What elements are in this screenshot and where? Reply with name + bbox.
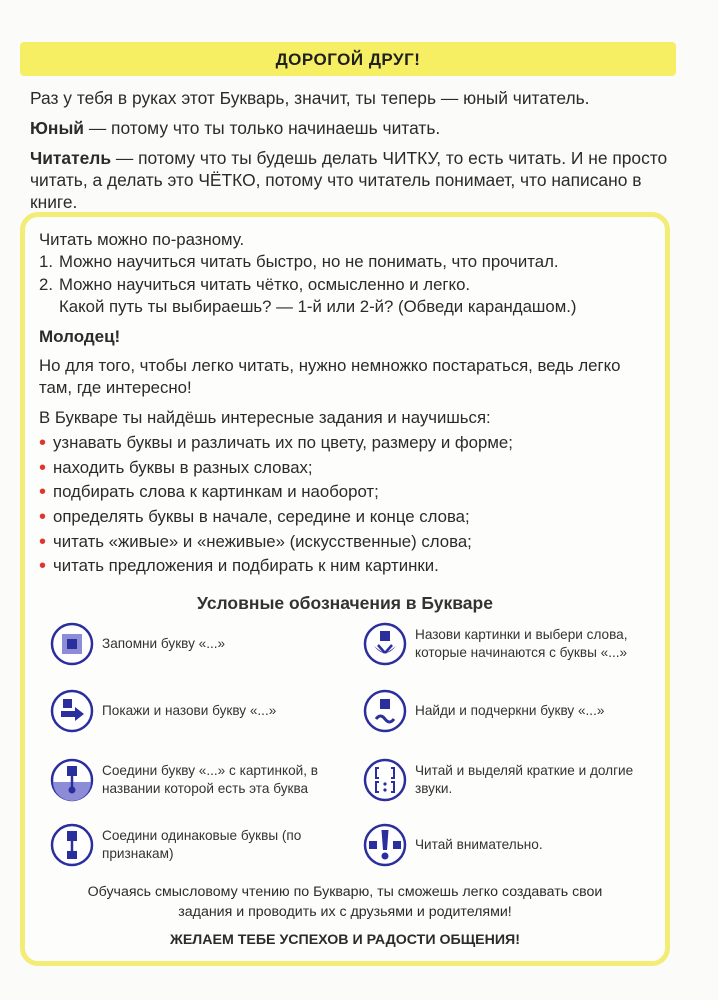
legend-text: Запомни букву «...» [102, 636, 226, 651]
paragraph-effort: Но для того, чтобы легко читать, нужно немножко постараться, ведь легко там, где интересно! [39, 356, 621, 398]
intro-bold-reader: Читатель [30, 148, 112, 168]
legend-text: Покажи и назови букву «...» [102, 703, 277, 718]
connect-picture-icon [50, 758, 94, 802]
connect-same-icon [50, 823, 94, 867]
page-title: ДОРОГОЙ ДРУГ! [275, 50, 421, 69]
bullet-item: • определять буквы в начале, середине и конце слова; [39, 506, 654, 528]
item-text: Можно научиться читать чётко, осмысленно и легко. [59, 274, 471, 294]
intro-paragraph-1: Раз у тебя в руках этот Букварь, значит, ты теперь — юный читатель. [30, 88, 590, 108]
legend-text: Соедини одинаковые буквы (по признакам) [102, 828, 302, 861]
legend-item [50, 823, 340, 867]
intro-rest-2: — потому что ты только начинаешь читать. [83, 118, 441, 138]
bullet-item: • находить буквы в разных словах; [39, 457, 654, 479]
question-text: Какой путь ты выбираешь? — 1-й или 2-й? (Обведи карандашом.) [59, 297, 577, 317]
item-number: 2. [39, 274, 53, 294]
intro-paragraph-2 [30, 117, 680, 139]
list-item [39, 274, 654, 296]
tasks-intro: В Букваре ты найдёшь интересные задания и научишься: [39, 407, 491, 427]
bullet-item: • узнавать буквы и различать их по цвету, размеру и форме; [39, 432, 654, 454]
title-banner [20, 42, 676, 76]
legend-text: Читай и выделяй краткие и долгие звуки. [415, 763, 634, 796]
legend-item [50, 758, 350, 802]
intro-paragraph-3 [30, 147, 680, 213]
footer-wish: ЖЕЛАЕМ ТЕБЕ УСПЕХОВ И РАДОСТИ ОБЩЕНИЯ! [170, 932, 520, 948]
item-text: Можно научиться читать быстро, но не понимать, что прочитал. [59, 252, 559, 272]
name-pictures-icon [363, 622, 407, 666]
short-long-sounds-icon [363, 758, 407, 802]
legend-text: Найди и подчеркни букву «...» [415, 703, 605, 718]
bullet-item: • читать предложения и подбирать к ним картинки. [39, 555, 654, 577]
attention-icon [363, 823, 407, 867]
remember-letter-icon [50, 622, 94, 666]
intro-rest-3: — потому что ты будешь делать ЧИТКУ, то есть читать. И не просто читать, а делать это ЧЁТКО, потому что читатель понимает, что написано в книге. [30, 148, 668, 212]
box-content [39, 229, 654, 580]
footer-text: Обучаясь смысловому чтению по Букварю, ты сможешь легко создавать свои задания и проводить их с друзьями и родителями! [87, 884, 603, 920]
item-number: 1. [39, 252, 53, 272]
yellow-frame [20, 212, 670, 966]
show-letter-icon [50, 689, 94, 733]
bullet-item: • подбирать слова к картинкам и наоборот; [39, 481, 654, 503]
legend-item [363, 823, 653, 867]
legend-item [363, 758, 653, 802]
legend-title: Условные обозначения в Букваре [197, 593, 493, 613]
list-item [39, 251, 654, 273]
find-underline-icon [363, 689, 407, 733]
legend-item [363, 689, 653, 733]
box-line-1: Читать можно по-разному. [39, 230, 245, 249]
bullet-item: • читать «живые» и «неживые» (искусственные) слова; [39, 531, 654, 553]
intro-bold-young: Юный [30, 118, 84, 138]
legend-item [50, 622, 340, 666]
intro-text [30, 87, 680, 221]
question [39, 296, 654, 318]
legend-item [363, 622, 653, 666]
legend-item [50, 689, 340, 733]
bravo-text: Молодец! [39, 326, 121, 346]
legend-text: Соедини букву «...» с картинкой, в названии которой есть эта буква [102, 763, 318, 796]
legend-text: Читай внимательно. [415, 837, 543, 852]
legend-text: Назови картинки и выбери слова, которые начинаются с буквы «...» [415, 627, 628, 660]
